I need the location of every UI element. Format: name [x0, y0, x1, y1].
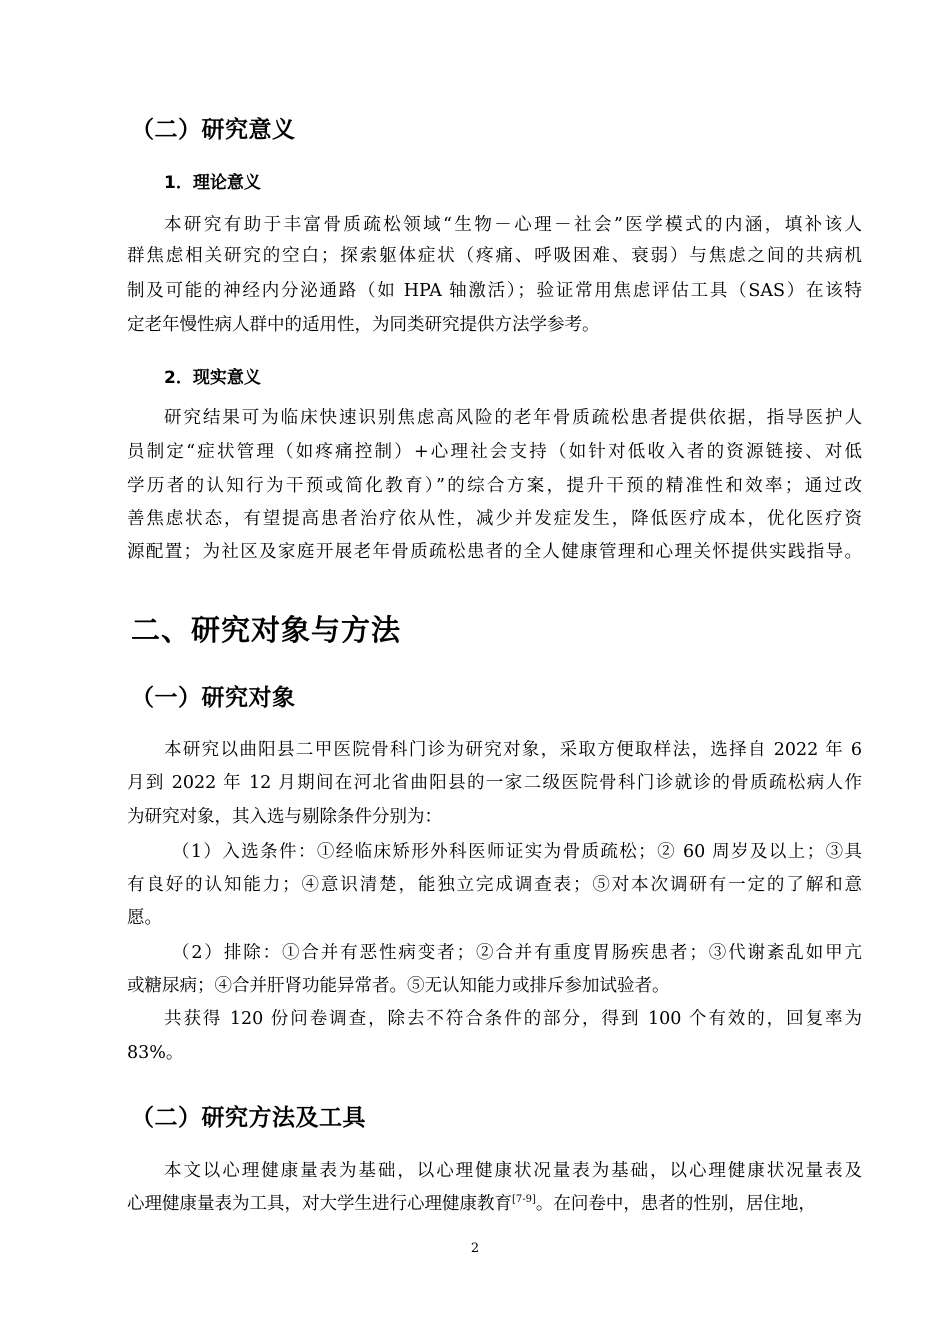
exclusion-criteria-line: 或糖尿病；④合并肝肾功能异常者。⑤无认知能力或排斥参加试验者。 [127, 976, 670, 996]
paragraph-text: 心理健康量表为工具，对大学生进行心理健康教育 [127, 1194, 512, 1214]
inclusion-criteria-line: 有良好的认知能力；④意识清楚，能独立完成调查表；⑤对本次调研有一定的了解和意 [127, 875, 862, 895]
paragraph-line: 群焦虑相关研究的空白；探索躯体症状（疼痛、呼吸困难、衰弱）与焦虑之间的共病机 [127, 246, 862, 266]
paragraph-line: 学历者的认知行为干预或简化教育）”的综合方案，提升干预的精准性和效率；通过改 [127, 476, 862, 496]
section-heading-subjects: （一）研究对象 [131, 685, 296, 711]
paragraph-line: 源配置；为社区及家庭开展老年骨质疏松患者的全人健康管理和心理关怀提供实践指导。 [127, 542, 862, 562]
paragraph-line: 共获得 120 份问卷调查，除去不符合条件的部分，得到 100 个有效的，回复率为 [164, 1009, 862, 1029]
section-heading-significance: （二）研究意义 [131, 117, 296, 143]
citation-reference: [7-9] [512, 1194, 536, 1206]
inclusion-criteria-line: （1）入选条件：①经临床矫形外科医师证实为骨质疏松；② 60 周岁及以上；③具 [172, 842, 862, 862]
paragraph-line: 本研究以曲阳县二甲医院骨科门诊为研究对象，采取方便取样法，选择自 2022 年 6 [164, 740, 862, 760]
inclusion-criteria-line: 愿。 [127, 908, 162, 928]
paragraph-line: 本文以心理健康量表为基础，以心理健康状况量表为基础，以心理健康状况量表及 [164, 1161, 862, 1181]
paragraph-line: 为研究对象，其入选与剔除条件分别为： [127, 807, 442, 827]
paragraph-line: 善焦虑状态，有望提高患者治疗依从性，减少并发症发生，降低医疗成本，优化医疗资 [127, 509, 862, 529]
paragraph-line: 月到 2022 年 12 月期间在河北省曲阳县的一家二级医院骨科门诊就诊的骨质疏松病人作 [127, 773, 862, 793]
chapter-heading: 二、研究对象与方法 [131, 613, 402, 647]
paragraph-line: 本研究有助于丰富骨质疏松领域“生物－心理－社会”医学模式的内涵，填补该人 [164, 215, 862, 235]
subheading-theoretical-significance: 1．理论意义 [164, 173, 261, 193]
page-number: 2 [470, 1241, 480, 1256]
paragraph-line: 制及可能的神经内分泌通路（如 HPA 轴激活）；验证常用焦虑评估工具（SAS）在该特 [127, 281, 862, 301]
paragraph-line [127, 1192, 862, 1216]
paragraph-line: 研究结果可为临床快速识别焦虑高风险的老年骨质疏松患者提供依据，指导医护人 [164, 408, 862, 428]
paragraph-line: 定老年慢性病人群中的适用性，为同类研究提供方法学参考。 [127, 315, 600, 335]
section-heading-methods: （二）研究方法及工具 [131, 1105, 366, 1131]
exclusion-criteria-line: （2）排除：①合并有恶性病变者；②合并有重度胃肠疾患者；③代谢紊乱如甲亢 [172, 943, 862, 963]
paragraph-line: 83%。 [127, 1043, 184, 1063]
paragraph-text: 。在问卷中，患者的性别，居住地， [535, 1194, 816, 1214]
paragraph-line: 员制定“症状管理（如疼痛控制）+心理社会支持（如针对低收入者的资源链接、对低 [127, 442, 862, 462]
subheading-practical-significance: 2．现实意义 [164, 368, 261, 388]
